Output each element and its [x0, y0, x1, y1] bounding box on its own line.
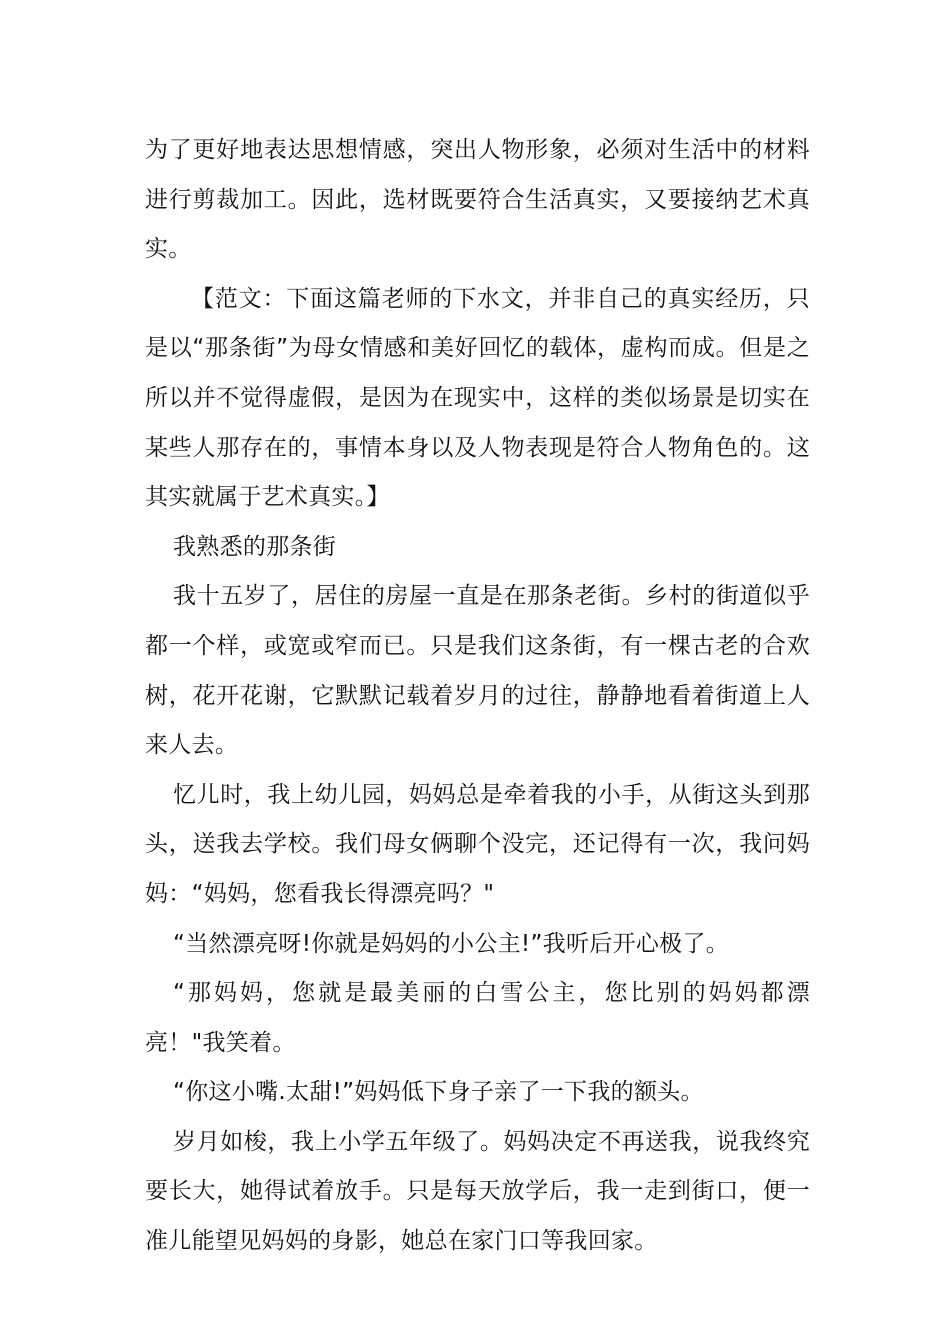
essay-title: 我熟悉的那条街 [173, 533, 337, 560]
paragraph-essay-2: 忆儿时，我上幼儿园，妈妈总是牵着我的小手，从街这头到那头，送我去学校。我们母女俩聊个没完，还记得有一次，我问妈妈：“妈妈，您看我长得漂亮吗？" [145, 781, 810, 907]
document-page [145, 126, 810, 1267]
paragraph-essay-3: 岁月如梭，我上小学五年级了。妈妈决定不再送我，说我终究要长大，她得试着放手。只是每天放学后，我一走到街口，便一准儿能望见妈妈的身影，她总在家门口等我回家。 [145, 1128, 810, 1255]
paragraph-intro: 为了更好地表达思想情感，突出人物形象，必须对生活中的材料进行剪裁加工。因此，选材既要符合生活真实，又要接纳艺术真实。 [145, 137, 810, 263]
paragraph-dialogue-3: “你这小嘴.太甜!”妈妈低下身子亲了一下我的额头。 [173, 1079, 704, 1106]
paragraph-model-essay-note: 【范文：下面这篇老师的下水文，并非自己的真实经历，只是以“那条街”为母女情感和美好回忆的载体，虚构而成。但是之所以并不觉得虚假，是因为在现实中，这样的类似场景是切实在某些人那存在的，事情本身以及人物表现是符合人物角色的。这其实就属于艺术真实。】 [145, 285, 810, 511]
paragraph-dialogue-1: “当然漂亮呀!你就是妈妈的小公主!”我听后开心极了。 [173, 930, 730, 957]
paragraph-dialogue-2: “那妈妈，您就是最美丽的白雪公主，您比别的妈妈都漂亮！"我笑着。 [145, 980, 810, 1056]
paragraph-essay-1: 我十五岁了，居住的房屋一直是在那条老街。乡村的街道似乎都一个样，或宽或窄而已。只是我们这条街，有一棵古老的合欢树，花开花谢，它默默记载着岁月的过往，静静地看着街道上人来人去。 [145, 583, 810, 759]
